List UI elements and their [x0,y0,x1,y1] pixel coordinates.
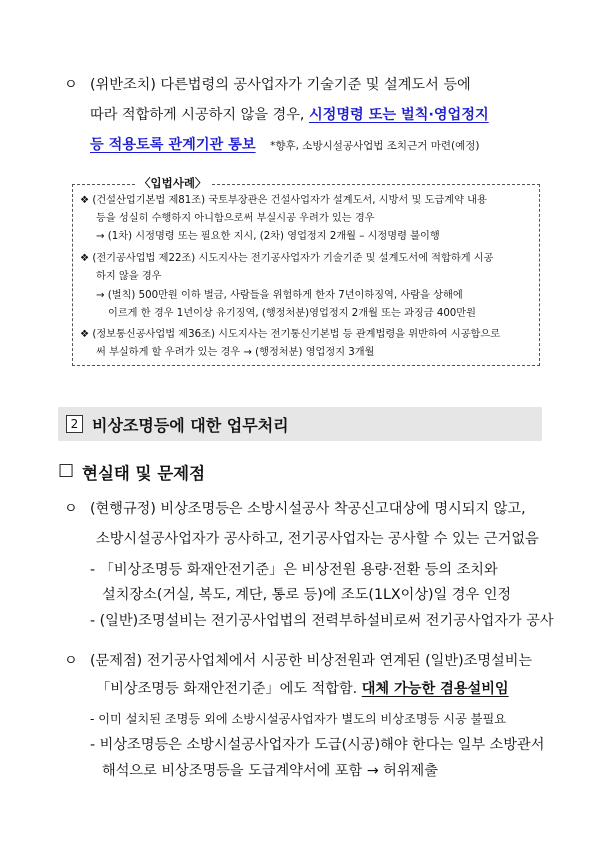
bullet: ㅇ [64,653,78,669]
case2-line3: → (벌칙) 500만원 이하 벌금, 사람들을 위험하게 한자 7년이하징역, 사람을 상해에 [96,290,463,301]
item1-line1: (위반조치) 다른법령의 공사업자가 기술기준 및 설계도서 등에 [90,77,471,93]
item2-detail1-line2: 설치장소(거실, 복도, 계단, 통로 등)에 조도(1LX이상)일 경우 인정 [102,587,512,603]
sub-marker: □ [58,460,75,480]
section-header [58,407,542,441]
case2-line1: ❖ (전기공사업법 제22조) 시도지사는 전기공사업자가 기술기준 및 설계도서에 적합하게 시공 [80,253,494,264]
item1-line2a: 따라 적합하게 시공하지 않을 경우, [90,107,309,123]
bullet: ㅇ [64,501,78,517]
case1-line3: → (1차) 시정명령 또는 필요한 지시, (2차) 영업정지 2개월 – 시정명령 불이행 [96,231,440,242]
item2-detail1-line1: - 「비상조명등 화재안전기준」은 비상전원 용량·전환 등의 조치와 [90,562,498,578]
section-number: 2 [66,415,83,433]
item2-line2: 소방시설공사업자가 공사하고, 전기공사업자는 공사할 수 있는 근거없음 [96,531,539,547]
item3-line1: (문제점) 전기공사업체에서 시공한 비상전원과 연계된 (일반)조명설비는 [90,653,533,669]
item3-line2 [96,674,509,704]
case3-line2: 써 부실하게 할 우려가 있는 경우 → (행정처분) 영업정지 3개월 [96,347,375,358]
case2-line4: 이르게 한 경우 1년이상 유기징역, (행정처분)영업정지 2개월 또는 과징금 400만원 [108,308,476,319]
item1-line2b: 시정명령 또는 벌칙·영업정지 [308,107,489,123]
bullet: ㅇ [64,77,78,93]
item1-line2 [90,100,489,130]
item3-line2a: 「비상조명등 화재안전기준」에도 적합함. [96,681,362,697]
item3-line2b: 대체 가능한 겸용설비임 [361,681,509,697]
item2-detail2: - (일반)조명설비는 전기공사업법의 전력부하설비로써 전기공사업자가 공사 [90,613,554,629]
cases-title: 〈입법사례〉 [135,175,210,191]
case1-line1: ❖ (건설산업기본법 제81조) 국토부장관은 건설사업자가 설계도서, 시방서 및 도급계약 내용 [80,195,487,206]
item2-line1: (현행규정) 비상조명등은 소방시설공사 착공신고대상에 명시되지 않고, [90,501,526,517]
section-title: 비상조명등에 대한 업무처리 [92,416,289,435]
item3-detail2-line2: 해석으로 비상조명등을 도급계약서에 포함 → 허위제출 [102,763,438,779]
item3-detail1: - 이미 설치된 조명등 외에 소방시설공사업자가 별도의 비상조명등 시공 불필요 [90,712,507,726]
sub-title: 현실태 및 문제점 [82,464,206,483]
case1-line2: 등을 성실히 수행하지 아니함으로써 부실시공 우려가 있는 경우 [96,213,375,224]
item1-line3 [90,130,479,161]
case3-line1: ❖ (정보통신공사업법 제36조) 시도지사는 전기통신기본법 등 관계법령을 위반하여 시공함으로 [80,329,501,340]
item3-detail2-line1: - 비상조명등은 소방시설공사업자가 도급(시공)해야 한다는 일부 소방관서 [90,737,545,753]
item1-line3a: 등 적용토록 관계기관 통보 [90,137,256,153]
item1-note: *향후, 소방시설공사업법 조치근거 마련(예정) [270,140,480,152]
case2-line2: 하지 않을 경우 [96,271,162,282]
